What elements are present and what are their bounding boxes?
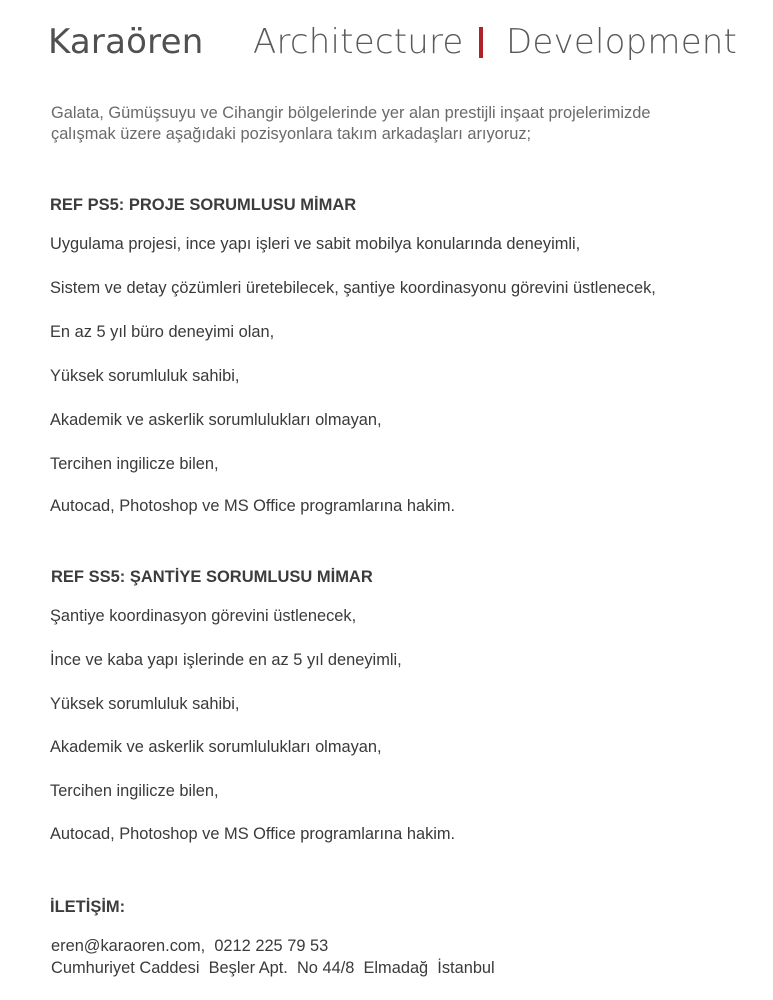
header-architecture: Architecture [253,22,464,62]
position-1-item: Yüksek sorumluluk sahibi, [50,367,240,385]
contact-address: Cumhuriyet Caddesi Beşler Apt. No 44/8 Elmadağ İstanbul [51,959,495,977]
intro-line-2: çalışmak üzere aşağıdaki pozisyonlara takım arkadaşları arıyoruz; [51,125,532,143]
position-2-item: Autocad, Photoshop ve MS Office programlarına hakim. [50,825,456,843]
brand-name: Karaören [48,22,204,62]
intro-paragraph [51,103,741,145]
position-2-item: Akademik ve askerlik sorumlulukları olmayan, [50,738,382,756]
position-2-title: REF SS5: ŞANTİYE SORUMLUSU MİMAR [51,568,373,586]
position-1-item: Uygulama projesi, ince yapı işleri ve sabit mobilya konularında deneyimli, [50,235,581,253]
position-2-item: Şantiye koordinasyon görevini üstlenecek, [50,607,357,625]
position-1-title: REF PS5: PROJE SORUMLUSU MİMAR [50,196,357,214]
contact-title: İLETİŞİM: [50,898,126,916]
intro-line-1: Galata, Gümüşsuyu ve Cihangir bölgelerinde yer alan prestijli inşaat projelerimizde [51,104,651,122]
position-2-item: Tercihen ingilicze bilen, [50,782,219,800]
contact-email-phone: eren@karaoren.com, 0212 225 79 53 [51,937,329,955]
position-1-item: Tercihen ingilicze bilen, [50,455,219,473]
position-2-item: Yüksek sorumluluk sahibi, [50,695,240,713]
page-header [48,22,738,70]
header-separator [479,27,483,58]
position-2-item: İnce ve kaba yapı işlerinde en az 5 yıl deneyimli, [50,651,402,669]
position-1-item: En az 5 yıl büro deneyimi olan, [50,323,275,341]
header-development: Development [506,22,738,62]
position-1-item: Sistem ve detay çözümleri üretebilecek, şantiye koordinasyonu görevini üstlenecek, [50,279,656,297]
position-1-item: Autocad, Photoshop ve MS Office programlarına hakim. [50,497,456,515]
position-1-item: Akademik ve askerlik sorumlulukları olmayan, [50,411,382,429]
